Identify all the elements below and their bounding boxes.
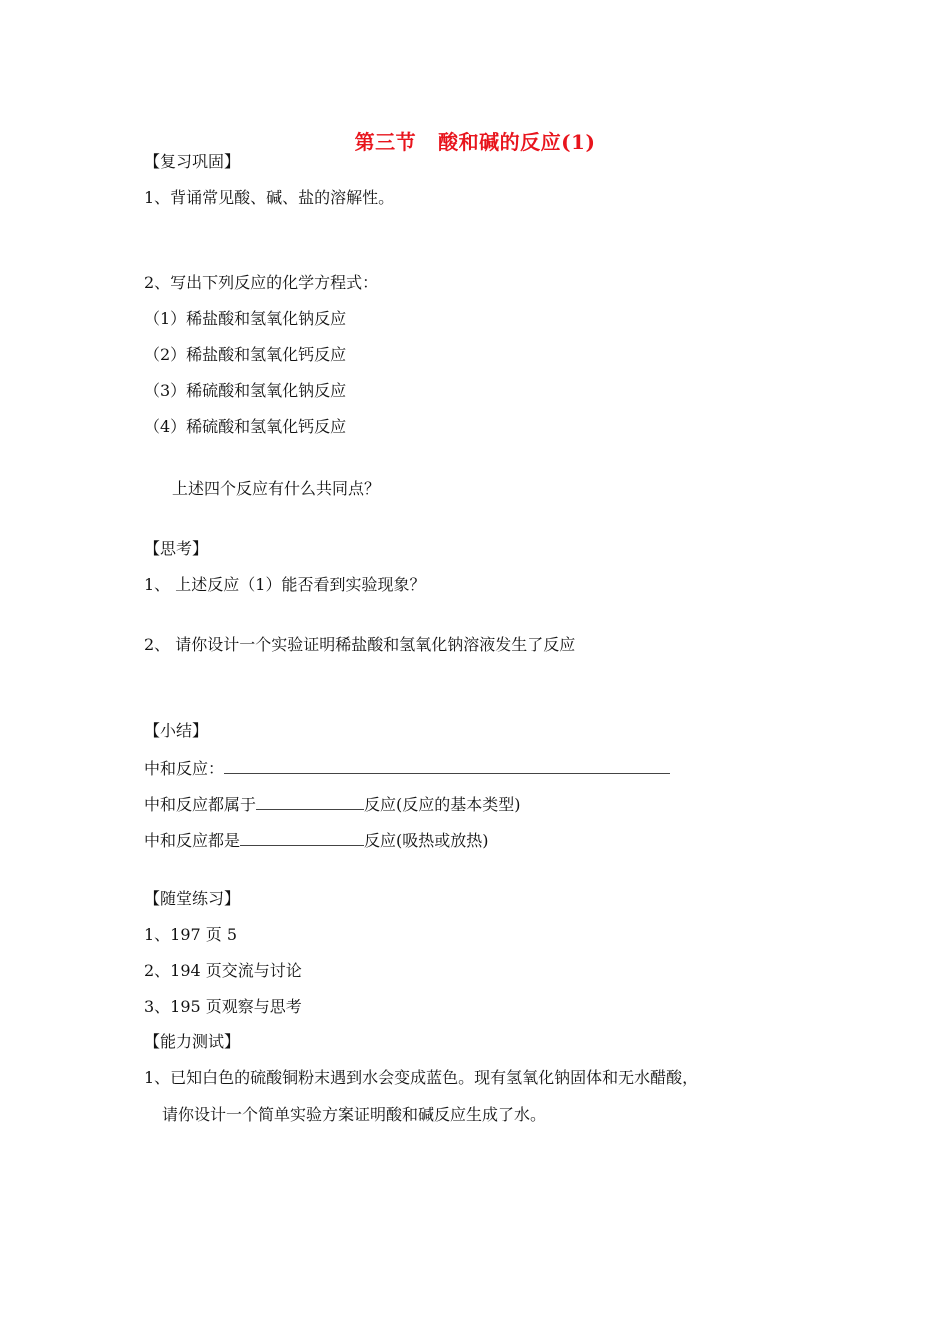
- summary-line-1-label: 中和反应：: [144, 759, 225, 778]
- summary-line-2: [144, 793, 521, 815]
- review-heading: 【复习巩固】: [144, 152, 241, 171]
- answer-blank[interactable]: [224, 757, 670, 774]
- practice-item-2: 2、194 页交流与讨论: [144, 961, 302, 980]
- summary-line-2-label: 中和反应都属于: [144, 795, 257, 814]
- title-section: 第三节: [354, 130, 417, 154]
- ability-heading: 【能力测试】: [144, 1032, 241, 1051]
- summary-line-3-suffix: 反应(吸热或放热): [364, 831, 489, 850]
- think-heading: 【思考】: [144, 539, 209, 558]
- ability-question-line-1: 1、已知白色的硫酸铜粉末遇到水会变成蓝色。现有氢氧化钠固体和无水醋酸，: [144, 1068, 699, 1087]
- answer-blank[interactable]: [240, 829, 364, 846]
- reaction-item-4: （4）稀硫酸和氢氧化钙反应: [144, 417, 347, 436]
- review-question-2: 2、写出下列反应的化学方程式：: [144, 273, 379, 292]
- reaction-item-2: （2）稀盐酸和氢氧化钙反应: [144, 345, 347, 364]
- reaction-item-3: （3）稀硫酸和氢氧化钠反应: [144, 381, 347, 400]
- summary-line-3: [144, 829, 489, 851]
- ability-question-line-2: 请你设计一个简单实验方案证明酸和碱反应生成了水。: [162, 1105, 547, 1124]
- practice-heading: 【随堂练习】: [144, 889, 241, 908]
- summary-line-3-label: 中和反应都是: [144, 831, 241, 850]
- summary-line-1: [144, 757, 670, 779]
- common-point-question: 上述四个反应有什么共同点？: [172, 479, 381, 498]
- think-question-1: 1、 上述反应（1）能否看到实验现象？: [144, 575, 426, 594]
- think-question-2: 2、 请你设计一个实验证明稀盐酸和氢氧化钠溶液发生了反应: [144, 635, 576, 654]
- review-question-1: 1、背诵常见酸、碱、盐的溶解性。: [144, 188, 395, 207]
- summary-line-2-suffix: 反应(反应的基本类型): [364, 795, 521, 814]
- practice-item-3: 3、195 页观察与思考: [144, 997, 302, 1016]
- practice-item-1: 1、197 页 5: [144, 925, 238, 944]
- answer-blank[interactable]: [256, 793, 364, 810]
- reaction-item-1: （1）稀盐酸和氢氧化钠反应: [144, 309, 347, 328]
- title-topic: 酸和碱的反应(1): [438, 130, 596, 154]
- summary-heading: 【小结】: [144, 721, 209, 740]
- page-title: [0, 126, 950, 155]
